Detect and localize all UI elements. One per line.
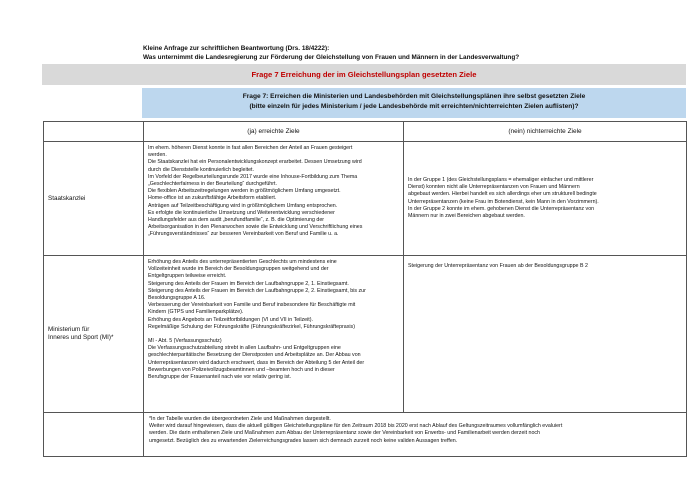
text-line: Home-office ist an zukunftsfähige Arbeitsform etabliert. bbox=[148, 195, 277, 202]
text-line: Regelmäßige Schulung der Führungskräfte (Führungskräftezirkel, Führungskräftepraxis) bbox=[148, 323, 355, 330]
text-line: Handlungsfelder aus dem audit „berufundfamilie“, z. B. die Optimierung der bbox=[148, 217, 325, 224]
row-name-ministerium-inneres bbox=[44, 256, 144, 413]
text-line: Die Staatskanzlei hat ein Personalentwicklungskonzept erarbeitet. Dessen Umsetzung wird bbox=[148, 159, 362, 166]
text-line: Steigerung des Anteils der Frauen im Bereich der Laufbahngruppe 2, 1. Einstiegsamt. bbox=[148, 280, 349, 287]
text-line: Ministerium für bbox=[48, 326, 90, 333]
table-row-staatskanzlei bbox=[44, 142, 687, 256]
text-line: „Führungsverständnisses“ zur besseren Vereinbarkeit von Beruf und Familie u. a. bbox=[148, 231, 339, 238]
text-line: Entgeltgruppen teilweise erreicht. bbox=[148, 273, 227, 280]
text-line: Erhöhung des Anteils des unterrepräsentierten Geschlechts um mindestens eine bbox=[148, 259, 337, 265]
question-line-2: (bitte einzeln für jedes Ministerium / jede Landesbehörde mit erreichten/nichterreichten Zielen auflisten)? bbox=[249, 102, 579, 110]
footnote-line: *In der Tabelle wurden die übergeordneten Ziele und Maßnahmen dargestellt. bbox=[149, 416, 331, 422]
text-line: Vollzeiteinheit wurde im Bereich der Besoldungsgruppen weitgehend und der bbox=[148, 266, 329, 273]
text-line: Unterrepräsentanzen wird dadurch erschwert, dass im Bereich der Abteilung 5 der Anteil der bbox=[148, 359, 365, 366]
header-inquiry-title: Kleine Anfrage zur schriftlichen Beantwortung (Drs. 18/4222): bbox=[143, 45, 330, 52]
text-line: Männern nur in zwei Bereichen abgebaut werden. bbox=[408, 212, 525, 219]
text-line: Dienst) konnten nicht alle Unterrepräsentanzen von Frauen und Männern bbox=[408, 184, 580, 191]
footnote-cell bbox=[144, 413, 687, 457]
table-footnote-row bbox=[44, 413, 687, 457]
text-line: Verbesserung der Vereinbarkeit von Familie und Beruf insbesondere für Beschäftigte mit bbox=[148, 302, 356, 309]
reached-goals-ministerium-inneres bbox=[144, 256, 404, 413]
text-line: Die Verfassungsschutzabteilung strebt in allen Laufbahn- und Entgeltgruppen eine bbox=[148, 345, 341, 352]
column-header-reached: (ja) erreichte Ziele bbox=[144, 122, 404, 142]
question-band bbox=[142, 88, 686, 118]
table-header-row bbox=[44, 122, 687, 142]
header-inquiry-question: Was unternimmt die Landesregierung zur Förderung der Gleichstellung von Frauen und Männern in der Landesverwaltung? bbox=[143, 54, 520, 61]
text-line: Steigerung des Anteils der Frauen im Bereich der Laufbahngruppe 2, 2. Einstiegsamt, bis zur bbox=[148, 287, 366, 294]
text-line: Im Vorfeld der Regelbeurteilungsrunde 2017 wurde eine Inhouse-Fortbildung zum Thema bbox=[148, 173, 358, 180]
text-line: Bewerbungen von Polizeivollzugsbeamtinnen und –beamten hoch und in dieser bbox=[148, 366, 335, 373]
text-line: durch die Dienststelle kontinuierlich begleitet. bbox=[148, 166, 254, 173]
text-line: Unterrepräsentanzen (keine Frau im Botendienst, kein Mann in den Vorzimmern). bbox=[408, 198, 599, 205]
text-line: Arbeitsorganisation in den Plenarwochen sowie die Entwicklung und Verschriftlichung eines bbox=[148, 224, 363, 231]
table-row-ministerium-inneres bbox=[44, 256, 687, 413]
question-line-1: Frage 7: Erreichen die Ministerien und Landesbehörden mit Gleichstellungsplänen ihre selbst gesetzten Ziele bbox=[242, 93, 586, 100]
footnote-line: Weiter wird darauf hingewiesen, dass die aktuell gültigen Gleichstellungspläne für den Zeitraum 2018 bis 2020 erst nach Ablauf des Geltungszeitraumes vollumfänglich evaluiert bbox=[149, 423, 563, 430]
text-line: MI - Abt. 5 (Verfassungsschutz) bbox=[148, 338, 222, 345]
text-line: geschlechterparitätische Besetzung der Dienstposten und Arbeitsplätze an. Der Abbau von bbox=[148, 352, 361, 359]
text-line: In der Gruppe 1 (des Gleichstellungsplans = ehemaliger einfacher und mittlerer bbox=[408, 176, 594, 183]
frage-band bbox=[42, 64, 686, 85]
text-line: Es erfolgte die kontinuierliche Umsetzung und Weiterentwicklung verschiedener bbox=[148, 209, 335, 216]
paragraph-gap bbox=[148, 331, 399, 338]
text-line: werden. bbox=[148, 152, 167, 159]
reached-goals-staatskanzlei bbox=[144, 142, 404, 256]
not-reached-goals-staatskanzlei bbox=[404, 142, 687, 256]
document-header bbox=[143, 44, 683, 62]
footnote-empty-cell bbox=[44, 413, 144, 457]
goals-table bbox=[43, 121, 687, 457]
text-line: „Geschlechterfairness in der Beurteilung“ durchgeführt. bbox=[148, 181, 277, 188]
column-header-not-reached: (nein) nichterreichte Ziele bbox=[404, 122, 687, 142]
text-line: Berufsgruppe der Frauenanteil nach wie vor relativ gering ist. bbox=[148, 374, 292, 381]
row-name-staatskanzlei: Staatskanzlei bbox=[44, 142, 144, 256]
not-reached-goals-ministerium-inneres bbox=[404, 256, 687, 413]
text-line: Anträgen auf Teilzeitbeschäftigung wird in größtmöglichem Umfang entsprochen. bbox=[148, 202, 338, 209]
text-line: Die flexiblen Arbeitszeitregelungen werden in größtmöglichem Umfang umgesetzt. bbox=[148, 188, 341, 195]
text-line: Besoldungsgruppe A 16. bbox=[148, 295, 206, 302]
text-line: abgebaut werden. Hierbei handelt es sich allerdings eher um strukturell bedingte bbox=[408, 191, 597, 198]
text-line: Inneres und Sport (MI)* bbox=[48, 334, 114, 341]
frage-title: Frage 7 Erreichung der im Gleichstellungsplan gesetzten Ziele bbox=[251, 70, 477, 79]
empty-header-cell bbox=[44, 122, 144, 142]
footnote-line: werden. Die darin enthaltenen Ziele und Maßnahmen zum Abbau der Unterrepräsentanz sowie der Vereinbarkeit von Erwerbs- und Familienarbeit werden derzeit noch bbox=[149, 430, 541, 437]
text-line: Kindern (GTPS und Familienparkplätze). bbox=[148, 309, 244, 316]
text-line: Erhöhung des Angebots an Teilzeitfortbildungen (VI und VII in Teilzeit). bbox=[148, 316, 313, 323]
text-line: Steigerung der Unterrepräsentanz von Frauen ab der Besoldungsgruppe B 2 bbox=[408, 263, 588, 269]
footnote-line: umgesetzt. Bezüglich des zu erwartenden Zielerreichungsgrades lassen sich demnach zurzeit noch keine validen Aussagen treffen. bbox=[149, 437, 458, 444]
text-line: Im ehem. höheren Dienst konnte in fast allen Bereichen der Anteil an Frauen gesteigert bbox=[148, 145, 353, 151]
text-line: In der Gruppe 2 konnte im ehem. gehobenen Dienst die Unterrepräsentanz von bbox=[408, 205, 595, 212]
